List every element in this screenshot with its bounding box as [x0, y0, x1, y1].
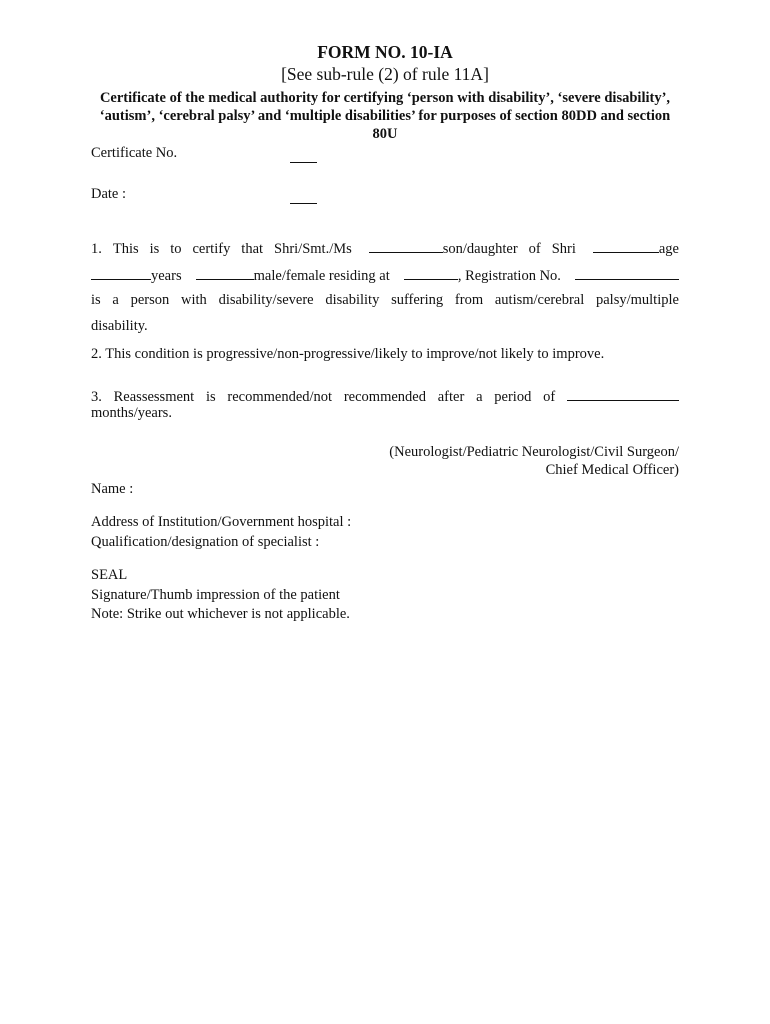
age-blank[interactable] — [91, 265, 151, 280]
signature-label: Signature/Thumb impression of the patient — [91, 587, 340, 603]
para1-line4: disability. — [91, 318, 148, 334]
signatory-line1: (Neurologist/Pediatric Neurologist/Civil Surgeon/ — [389, 444, 679, 460]
certificate-no-label: Certificate No. — [91, 145, 178, 161]
date-label: Date : — [91, 186, 127, 202]
para2: 2. This condition is progressive/non-progressive/likely to improve/not likely to improve. — [91, 346, 605, 362]
certificate-no-blank[interactable] — [290, 162, 317, 163]
date-blank[interactable] — [290, 203, 317, 204]
address-label: Address of Institution/Government hospital : — [91, 514, 352, 530]
qualification-label: Qualification/designation of specialist : — [91, 534, 320, 550]
signatory-line2: Chief Medical Officer) — [545, 462, 679, 478]
name-label: Name : — [91, 481, 134, 497]
registration-no-blank[interactable] — [575, 265, 679, 280]
para3-line2: months/years. — [91, 405, 172, 421]
address-blank[interactable] — [404, 265, 458, 280]
father-name-blank[interactable] — [593, 238, 659, 253]
note-text: Note: Strike out whichever is not applicable. — [91, 606, 350, 622]
name-blank[interactable] — [369, 238, 443, 253]
form-heading: Certificate of the medical authority for certifying ‘person with disability’, ‘severe disability’, ‘autism’, ‘cerebral palsy’ and ‘multiple disabilities’ for purposes of section 80DD and section 80U — [99, 90, 671, 142]
form-subtitle: [See sub-rule (2) of rule 11A] — [281, 64, 489, 84]
form-title: FORM NO. 10-IA — [317, 42, 453, 62]
gender-blank[interactable] — [196, 265, 254, 280]
reassessment-period-blank[interactable] — [567, 386, 679, 401]
para1-line2: years male/female residing at , Registration No. — [91, 265, 679, 285]
seal-label: SEAL — [91, 567, 128, 583]
signatory-block — [389, 443, 679, 479]
para1-line3: is a person with disability/severe disability suffering from autism/cerebral palsy/multiple — [91, 292, 679, 308]
para3-line1: 3. Reassessment is recommended/not recommended after a period of — [91, 386, 679, 406]
para1-line1: 1. This is to certify that Shri/Smt./Ms son/daughter of Shri age — [91, 238, 679, 258]
